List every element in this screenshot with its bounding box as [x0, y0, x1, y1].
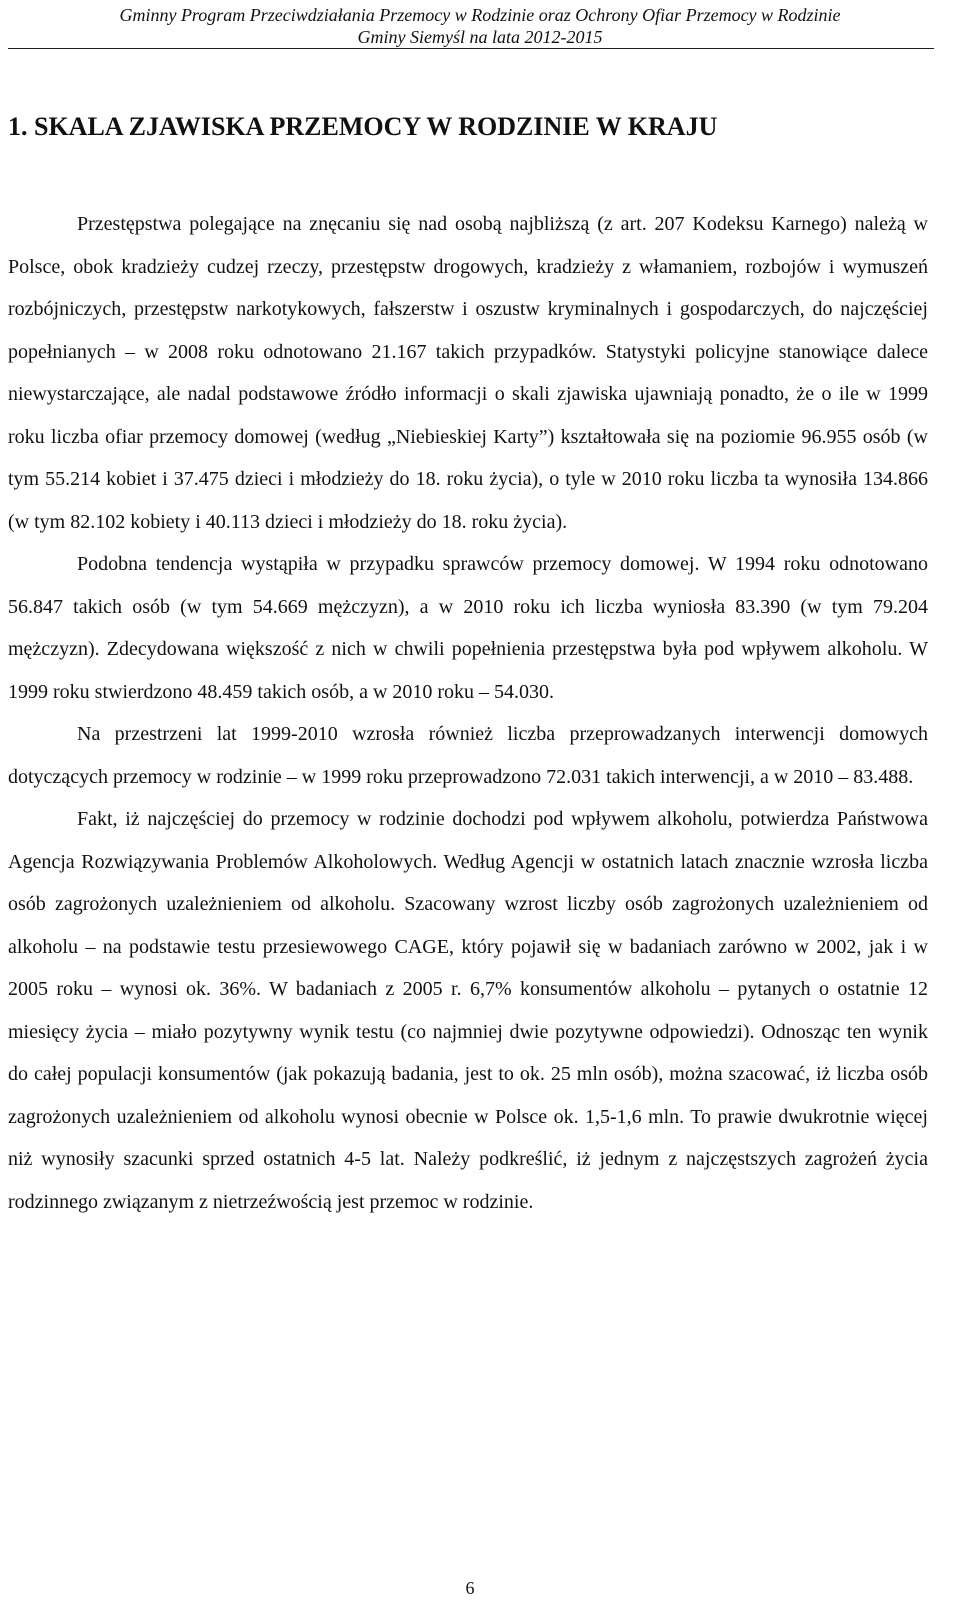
paragraph-3: Na przestrzeni lat 1999-2010 wzrosła również liczba przeprowadzanych interwencji domowych dotyczących przemocy w rodzinie – w 1999 roku przeprowadzono 72.031 takich interwencji, a w 2010 – 83.488. [8, 723, 928, 788]
paragraph-2: Podobna tendencja wystąpiła w przypadku sprawców przemocy domowej. W 1994 roku odnotowano 56.847 takich osób (w tym 54.669 mężczyzn), a w 2010 roku ich liczba wyniosła 83.390 (w tym 79.204 mężczyzn). Zdecydowana większość z nich w chwili popełnienia przestępstwa była pod wpływem alkoholu. W 1999 roku stwierdzono 48.459 takich osób, a w 2010 roku – 54.030. [8, 553, 928, 703]
running-header-line-1: Gminny Program Przeciwdziałania Przemocy w Rodzinie oraz Ochrony Ofiar Przemocy w Rodzinie [119, 5, 841, 25]
paragraph-1: Przestępstwa polegające na znęcaniu się nad osobą najbliższą (z art. 207 Kodeksu Karnego) należą w Polsce, obok kradzieży cudzej rzeczy, przestępstw drogowych, kradzieży z włamaniem, rozbojów i wymuszeń rozbójniczych, przestępstw narkotykowych, fałszerstw i oszustw kryminalnych i gospodarczych, do najczęściej popełnianych – w 2008 roku odnotowano 21.167 takich przypadków. Statystyki policyjne stanowiące dalece niewystarczające, ale nadal podstawowe źródło informacji o skali zjawiska ujawniają ponadto, że o ile w 1999 roku liczba ofiar przemocy domowej (według „Niebieskiej Karty”) kształtowała się na poziomie 96.955 osób (w tym 55.214 kobiet i 37.475 dzieci i młodzieży do 18. roku życia), o tyle w 2010 roku liczba ta wynosiła 134.866 (w tym 82.102 kobiety i 40.113 dzieci i młodzieży do 18. roku życia). [8, 213, 928, 533]
page-number: 6 [465, 1578, 475, 1598]
body-text [8, 203, 928, 1223]
running-header-line-2: Gminy Siemyśl na lata 2012-2015 [357, 27, 603, 47]
paragraph-4: Fakt, iż najczęściej do przemocy w rodzinie dochodzi pod wpływem alkoholu, potwierdza Państwowa Agencja Rozwiązywania Problemów Alkoholowych. Według Agencji w ostatnich latach znacznie wzrosła liczba osób zagrożonych uzależnieniem od alkoholu. Szacowany wzrost liczby osób zagrożonych uzależnieniem od alkoholu – na podstawie testu przesiewowego CAGE, który pojawił się w badaniach zarówno w 2002, jak i w 2005 roku – wynosi ok. 36%. W badaniach z 2005 r. 6,7% konsumentów alkoholu – pytanych o ostatnie 12 miesięcy życia – miało pozytywny wynik testu (co najmniej dwie pozytywne odpowiedzi). Odnosząc ten wynik do całej populacji konsumentów (jak pokazują badania, jest to ok. 25 mln osób), można szacować, iż liczba osób zagrożonych uzależnieniem od alkoholu wynosi obecnie w Polsce ok. 1,5-1,6 mln. To prawie dwukrotnie więcej niż wynosiły szacunki sprzed ostatnich 4-5 lat. Należy podkreślić, iż jednym z najczęstszych zagrożeń życia rodzinnego związanym z nietrzeźwością jest przemoc w rodzinie. [8, 808, 928, 1213]
running-header [0, 4, 960, 48]
section-title: 1. SKALA ZJAWISKA PRZEMOCY W RODZINIE W KRAJU [8, 112, 718, 141]
header-divider [8, 48, 934, 49]
